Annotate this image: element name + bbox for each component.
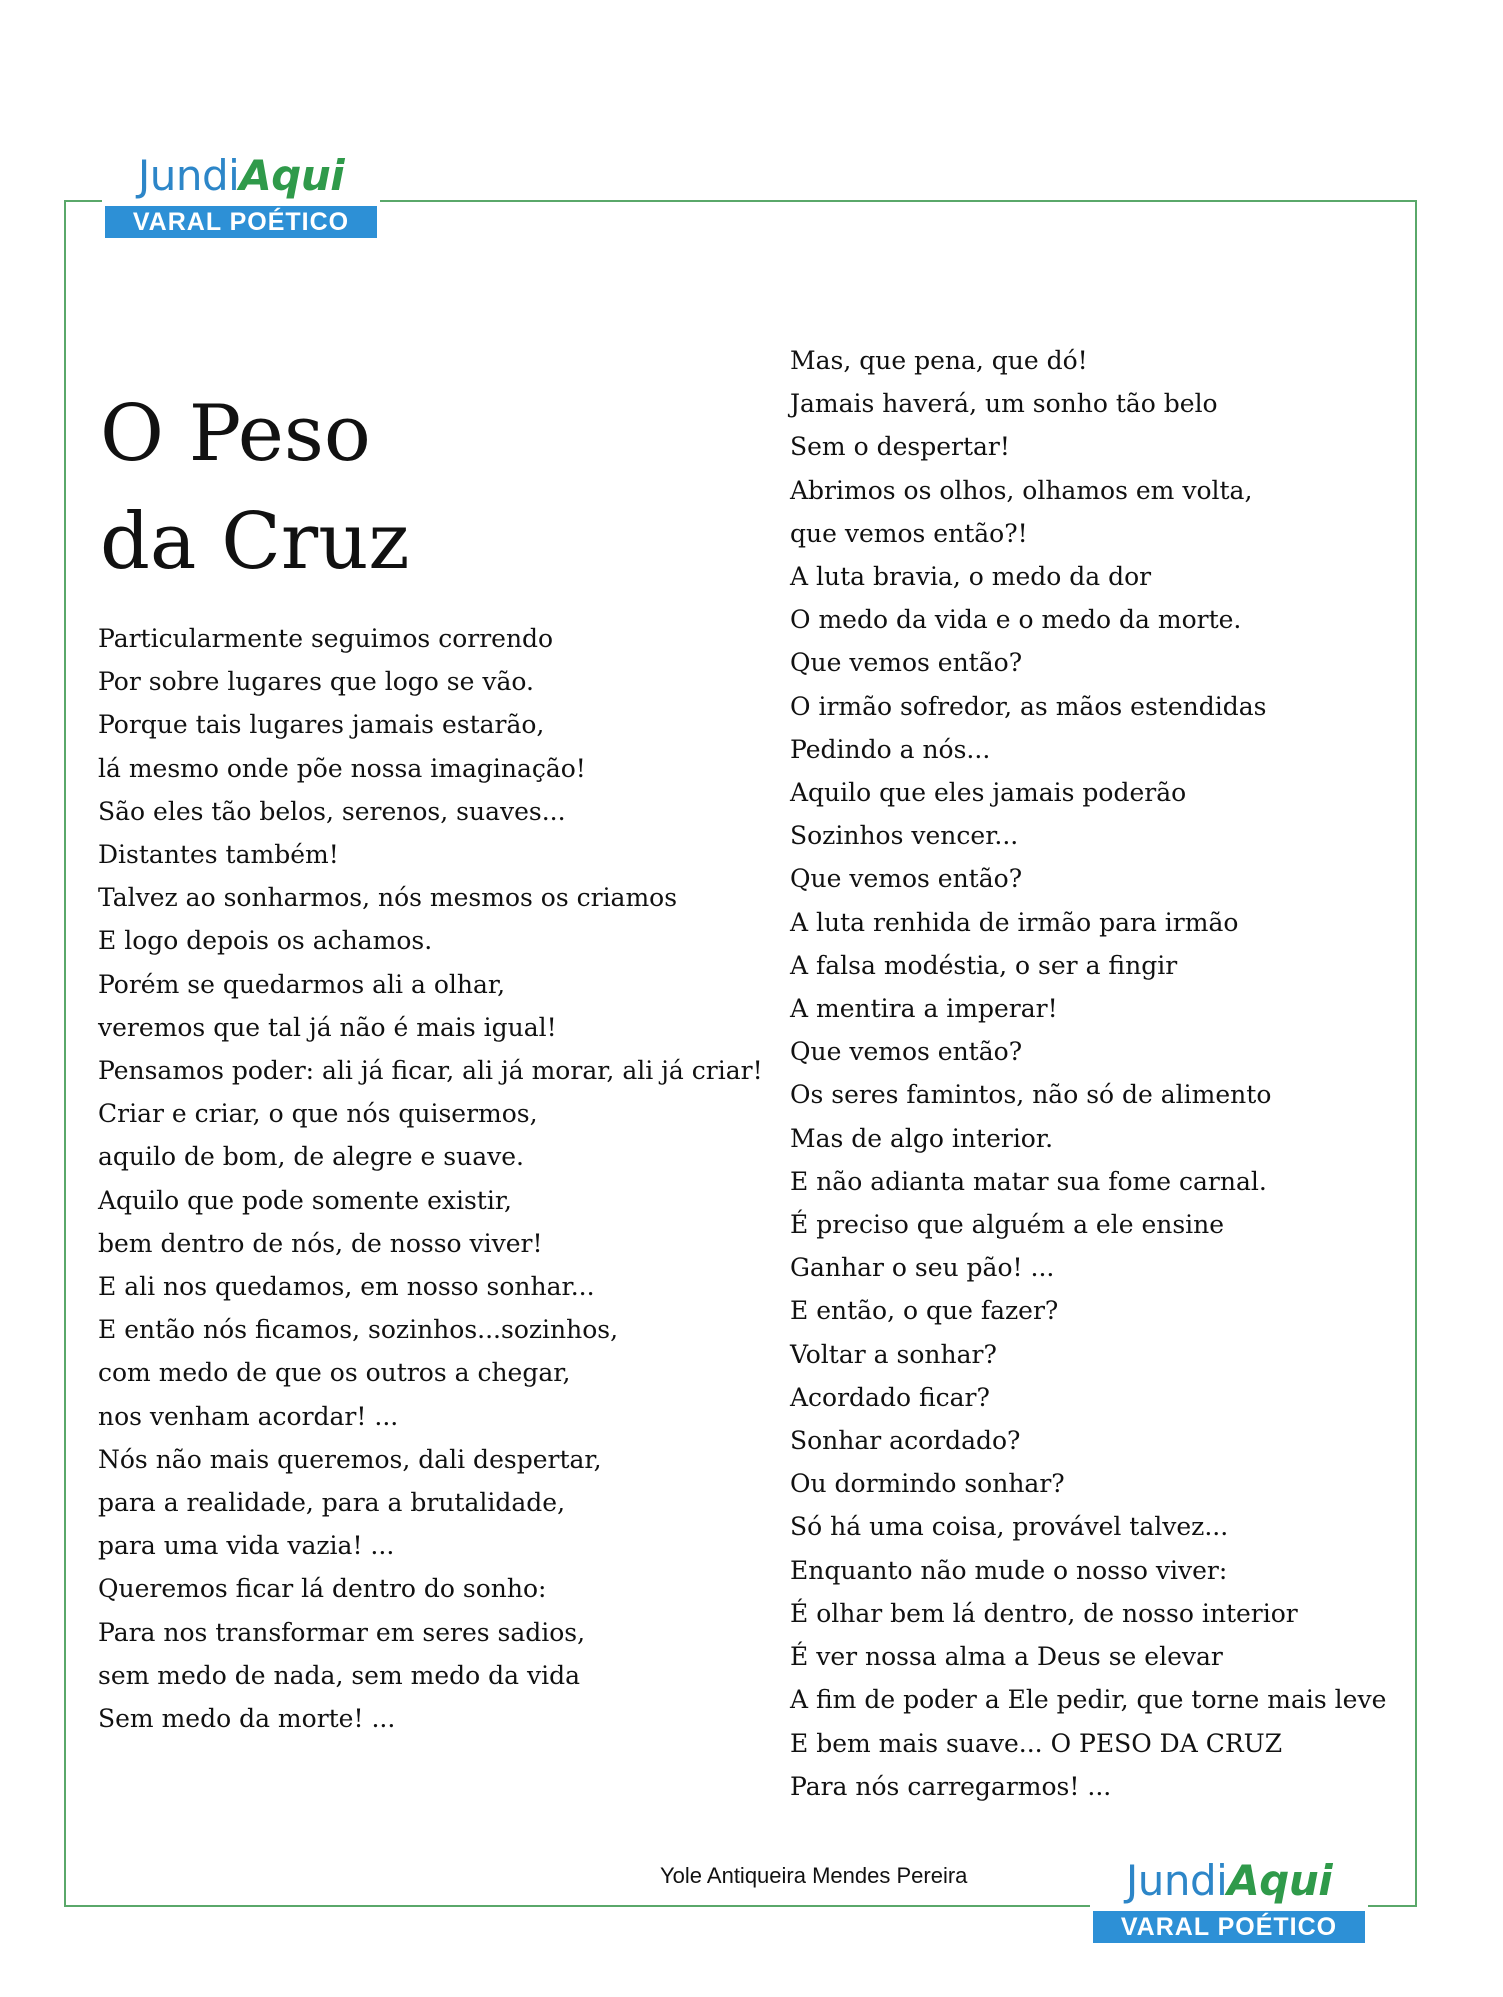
logo-name-part1: Jundi — [1125, 1856, 1228, 1905]
poem-line: E logo depois os achamos. — [98, 926, 433, 956]
poem-left-column — [98, 617, 763, 1740]
poem-line: Mas de algo interior. — [790, 1123, 1054, 1153]
poem-line: Distantes também! — [98, 840, 339, 870]
poem-line: Que vemos então? — [790, 864, 1023, 894]
poem-line: lá mesmo onde põe nossa imaginação! — [98, 753, 586, 783]
poem-line: Para nós carregarmos! ... — [790, 1771, 1112, 1801]
poem-line: Enquanto não mude o nosso viver: — [790, 1555, 1228, 1585]
poem-line: Pedindo a nós... — [790, 734, 991, 764]
poem-line: É olhar bem lá dentro, de nosso interior — [790, 1598, 1298, 1628]
poem-line: Talvez ao sonharmos, nós mesmos os criamos — [98, 883, 678, 913]
poem-line: A luta renhida de irmão para irmão — [790, 907, 1239, 937]
logo-top — [102, 150, 380, 244]
poem-line: Aquilo que pode somente existir, — [98, 1185, 512, 1215]
logo-band: VARAL POÉTICO — [1093, 1911, 1365, 1943]
poem-line: Particularmente seguimos correndo — [98, 624, 554, 653]
poem-line: Sem medo da morte! ... — [98, 1704, 396, 1734]
poem-line: bem dentro de nós, de nosso viver! — [98, 1228, 543, 1258]
poem-title-line1: O Peso — [100, 389, 371, 479]
poem-line: Queremos ficar lá dentro do sonho: — [98, 1574, 547, 1604]
poem-line: Porque tais lugares jamais estarão, — [98, 710, 545, 740]
poem-line: Jamais haverá, um sonho tão belo — [790, 389, 1218, 419]
poem-author: Yole Antiqueira Mendes Pereira — [660, 1863, 968, 1888]
poem-line: São eles tão belos, serenos, suaves... — [98, 796, 566, 826]
poem-line: Pensamos poder: ali já ficar, ali já morar, ali já criar! — [98, 1056, 763, 1086]
poem-line: O irmão sofredor, as mãos estendidas — [790, 691, 1267, 721]
poem-line: com medo de que os outros a chegar, — [98, 1358, 571, 1388]
poem-line: A falsa modéstia, o ser a fingir — [790, 950, 1178, 980]
poem-line: A fim de poder a Ele pedir, que torne mais leve — [790, 1685, 1387, 1715]
poem-line: Só há uma coisa, provável talvez... — [790, 1512, 1229, 1542]
poem-title — [100, 380, 410, 596]
poem-line: E então, o que fazer? — [790, 1296, 1059, 1326]
logo-name-part2: Aqui — [239, 151, 345, 200]
poem-line: aquilo de bom, de alegre e suave. — [98, 1142, 524, 1172]
poem-line: A luta bravia, o medo da dor — [790, 562, 1152, 592]
poem-line: Para nos transformar em seres sadios, — [98, 1617, 586, 1647]
poem-line: Por sobre lugares que logo se vão. — [98, 667, 534, 697]
logo-wordmark — [102, 150, 380, 206]
poem-line: Acordado ficar? — [790, 1382, 990, 1412]
poem-line: É preciso que alguém a ele ensine — [790, 1210, 1225, 1240]
poem-line: O medo da vida e o medo da morte. — [790, 605, 1242, 635]
poem-line: Aquilo que eles jamais poderão — [790, 778, 1187, 808]
poem-line: Sem o despertar! — [790, 432, 1010, 462]
logo-band: VARAL POÉTICO — [105, 206, 377, 238]
poem-line: veremos que tal já não é mais igual! — [98, 1012, 557, 1042]
poem-line: E não adianta matar sua fome carnal. — [790, 1166, 1267, 1196]
poem-line: sem medo de nada, sem medo da vida — [98, 1660, 580, 1690]
poem-line: Criar e criar, o que nós quisermos, — [98, 1099, 538, 1129]
poem-line: que vemos então?! — [790, 518, 1028, 548]
poem-line: Sonhar acordado? — [790, 1426, 1021, 1456]
poem-line: nos venham acordar! ... — [98, 1401, 399, 1431]
poem-line: Ganhar o seu pão! ... — [790, 1253, 1055, 1283]
poem-line: É ver nossa alma a Deus se elevar — [790, 1642, 1223, 1672]
poem-line: Ou dormindo sonhar? — [790, 1469, 1065, 1499]
logo-name-part2: Aqui — [1227, 1856, 1333, 1905]
poem-line: Mas, que pena, que dó! — [790, 346, 1088, 375]
poem-line: Porém se quedarmos ali a olhar, — [98, 969, 506, 999]
logo-wordmark — [1090, 1855, 1368, 1911]
poem-line: E então nós ficamos, sozinhos...sozinhos, — [98, 1315, 619, 1345]
poem-line: Que vemos então? — [790, 648, 1023, 678]
poem-line: E bem mais suave... O PESO DA CRUZ — [790, 1728, 1283, 1758]
logo-name-part1: Jundi — [137, 151, 240, 200]
logo-bottom — [1090, 1855, 1368, 1949]
poem-line: Que vemos então? — [790, 1037, 1023, 1067]
poem-line: Nós não mais queremos, dali despertar, — [98, 1444, 602, 1474]
poem-line: Sozinhos vencer... — [790, 821, 1019, 851]
poem-line: para uma vida vazia! ... — [98, 1531, 395, 1561]
poem-line: E ali nos quedamos, em nosso sonhar... — [98, 1272, 595, 1302]
poem-line: Abrimos os olhos, olhamos em volta, — [790, 475, 1253, 505]
poem-line: A mentira a imperar! — [790, 994, 1058, 1024]
poem-line: Os seres famintos, não só de alimento — [790, 1080, 1272, 1110]
poem-line: Voltar a sonhar? — [790, 1339, 997, 1369]
poem-title-line2: da Cruz — [100, 497, 410, 587]
poem-right-column — [790, 339, 1386, 1808]
poem-line: para a realidade, para a brutalidade, — [98, 1488, 566, 1518]
